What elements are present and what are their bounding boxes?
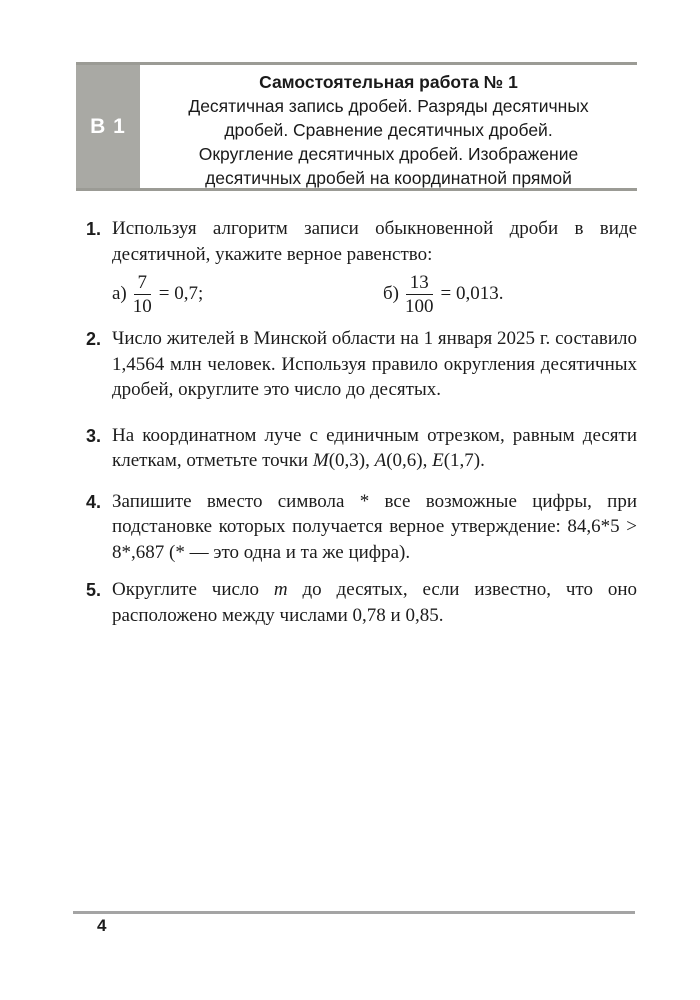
equation-b-label: б)	[383, 283, 399, 305]
task-3-text	[112, 423, 637, 474]
point-e-name: E	[432, 450, 444, 471]
worksheet-subtitle-line-4: десятичных дробей на координатной прямой	[205, 168, 572, 188]
fraction-a-numerator: 7	[134, 272, 152, 295]
task-4	[86, 489, 637, 566]
task-5	[86, 577, 637, 628]
worksheet-subtitle-line-3: Округление десятичных дробей. Изображение	[198, 144, 579, 164]
task-2-text: Число жителей в Минской области на 1 января 2025 г. составило 1,4564 млн человек. Используя правило округления десятичных дробей, округлите это число до десятых.	[112, 328, 637, 400]
task-list	[86, 216, 637, 628]
task-1	[86, 216, 637, 318]
equation-a-label: а)	[112, 283, 127, 305]
equation-b	[383, 270, 503, 318]
variant-badge	[76, 65, 140, 188]
point-m-coords: (0,3),	[328, 450, 375, 471]
task-5-text-after: до десятых, если известно, что оно расположено между числами 0,78 и 0,85.	[112, 579, 638, 626]
task-2-number: 2.	[86, 329, 102, 349]
worksheet-subtitle-line-2: дробей. Сравнение десятичных дробей.	[224, 120, 553, 140]
point-a-coords: (0,6),	[386, 450, 433, 471]
point-m-name: M	[312, 450, 329, 471]
task-3-number: 3.	[86, 425, 102, 446]
equation-b-result: = 0,013.	[440, 283, 504, 305]
task-1-equations	[112, 270, 637, 318]
equation-a-result: = 0,7;	[158, 283, 204, 305]
task-5-text-before: Округлите число	[112, 579, 274, 600]
variable-m: m	[273, 579, 288, 600]
task-5-text	[112, 577, 637, 628]
task-3-text-before: На координатном луче с единичным отрезком, равным десяти клеткам, отметьте точки	[112, 424, 637, 471]
fraction-b	[405, 272, 434, 317]
point-a-name: A	[374, 450, 387, 471]
variant-label: В 1	[90, 114, 126, 138]
worksheet-title: Самостоятельная работа № 1	[259, 72, 518, 92]
equation-a	[112, 270, 203, 318]
fraction-a-denominator: 10	[132, 295, 152, 317]
task-1-text: Используя алгоритм записи обыкновенной дроби в виде десятичной, укажите верное равенство:	[112, 218, 637, 265]
task-3	[86, 423, 637, 474]
task-5-number: 5.	[86, 580, 102, 600]
task-4-text: Запишите вместо символа * все возможные цифры, при подстановке которых получается верное утверждение: 84,6*5 > 8*,687 (* — это одна и та же цифра).	[112, 490, 637, 563]
fraction-a	[133, 272, 152, 317]
page-number: 4	[97, 916, 107, 935]
task-1-number: 1.	[86, 219, 102, 239]
fraction-b-denominator: 100	[405, 295, 434, 317]
fraction-b-numerator: 13	[406, 272, 433, 295]
header-content	[140, 65, 637, 188]
point-e-coords: (1,7).	[443, 450, 485, 471]
task-4-number: 4.	[86, 491, 102, 512]
footer-rule	[73, 911, 635, 914]
worksheet-subtitle-line-1: Десятичная запись дробей. Разряды десятичных	[188, 96, 589, 116]
task-2	[86, 326, 637, 403]
worksheet-header	[76, 62, 637, 191]
